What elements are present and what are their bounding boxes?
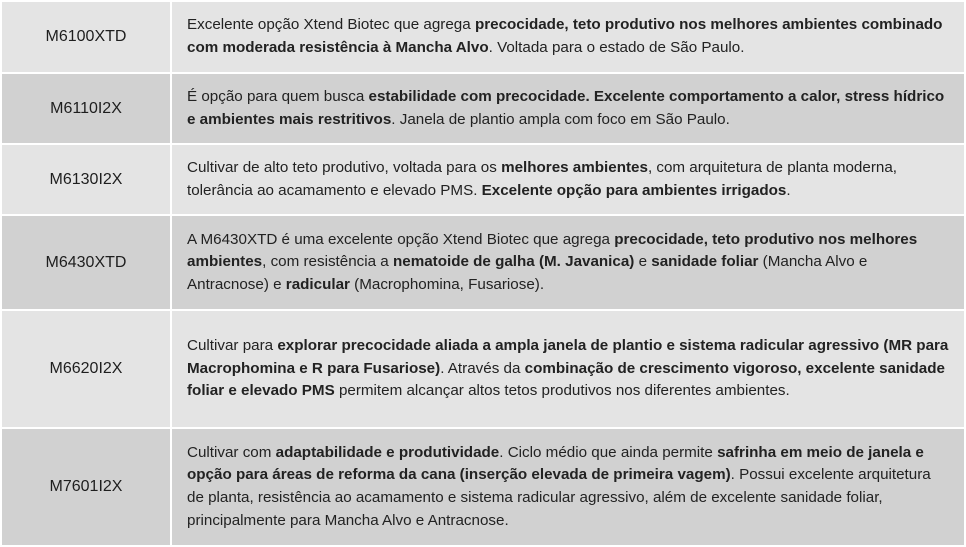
description-highlight: adaptabilidade e produtividade bbox=[275, 443, 500, 461]
cultivar-code: M6110I2X bbox=[1, 73, 171, 144]
table-row bbox=[1, 73, 965, 144]
description-text: e bbox=[634, 253, 652, 271]
description-highlight: melhores ambientes bbox=[501, 158, 648, 176]
description-highlight: nematoide de galha (M. Javanica) bbox=[392, 253, 635, 271]
description-text: Excelente opção Xtend Biotec que agrega bbox=[187, 16, 475, 34]
cultivar-code: M6100XTD bbox=[1, 1, 171, 73]
cultivar-description bbox=[171, 310, 965, 428]
table-row bbox=[1, 428, 965, 546]
cultivar-code: M6430XTD bbox=[1, 215, 171, 310]
cultivar-description bbox=[171, 215, 965, 310]
description-highlight: radicular bbox=[285, 275, 350, 293]
description-highlight: explorar precocidade aliada a ampla janela de plantio e sistema radicular agressivo (MR para Macrophomina e R para Fusariose) bbox=[187, 337, 949, 377]
description-highlight: safrinha em meio de janela e opção para áreas de reforma da cana (inserção elevada de primeira vagem) bbox=[187, 443, 924, 484]
description-highlight: precocidade, teto produtivo nos melhores ambientes bbox=[187, 230, 918, 271]
cultivar-description bbox=[171, 1, 965, 73]
description-text: . Janela de plantio ampla com foco em São Paulo. bbox=[391, 110, 730, 128]
description-highlight: estabilidade com precocidade. Excelente comportamento a calor, stress hídrico e ambientes mais restritivos bbox=[187, 87, 945, 128]
description-text: A M6430XTD é uma excelente opção Xtend Biotec que agrega bbox=[187, 230, 615, 248]
description-text: (Macrophomina, Fusariose). bbox=[349, 275, 545, 293]
table-row bbox=[1, 1, 965, 73]
table-row bbox=[1, 215, 965, 310]
cultivar-description bbox=[171, 144, 965, 215]
description-text: . bbox=[786, 181, 791, 199]
cultivar-code: M6620I2X bbox=[1, 310, 171, 428]
description-text: . Possui excelente arquitetura de planta, resistência ao acamamento e sistema radicular agressivo, além de excelente sanidade foliar, principalmente para Mancha Alvo e Antracnose. bbox=[187, 466, 931, 529]
cultivar-code: M7601I2X bbox=[1, 428, 171, 546]
description-text: Cultivar para bbox=[187, 337, 278, 355]
description-highlight: sanidade foliar bbox=[651, 253, 759, 271]
description-text: É opção para quem busca bbox=[187, 87, 369, 105]
description-text: , com arquitetura de planta moderna, tolerância ao acamamento e elevado PMS. bbox=[187, 158, 897, 199]
table-row bbox=[1, 144, 965, 215]
description-text: Cultivar com bbox=[187, 443, 276, 461]
description-highlight: combinação de crescimento vigoroso, excelente sanidade foliar e elevado PMS bbox=[187, 359, 945, 400]
description-highlight: precocidade, teto produtivo nos melhores ambientes combinado com moderada resistência à Mancha Alvo bbox=[187, 16, 943, 56]
cultivar-description bbox=[171, 73, 965, 144]
cultivar-table-body bbox=[1, 1, 965, 546]
description-text: (Mancha Alvo e Antracnose) e bbox=[187, 253, 868, 293]
description-highlight: Excelente opção para ambientes irrigados bbox=[481, 181, 787, 199]
description-text: Cultivar de alto teto produtivo, voltada para os bbox=[187, 158, 502, 176]
cultivar-description bbox=[171, 428, 965, 546]
description-text: permitem alcançar altos tetos produtivos nos diferentes ambientes. bbox=[334, 382, 790, 400]
cultivar-code: M6130I2X bbox=[1, 144, 171, 215]
description-text: . Voltada para o estado de São Paulo. bbox=[488, 39, 745, 56]
description-text: . Através da bbox=[440, 359, 525, 377]
description-text: , com resistência a bbox=[262, 253, 393, 271]
table-row bbox=[1, 310, 965, 428]
description-text: . Ciclo médio que ainda permite bbox=[499, 443, 718, 461]
